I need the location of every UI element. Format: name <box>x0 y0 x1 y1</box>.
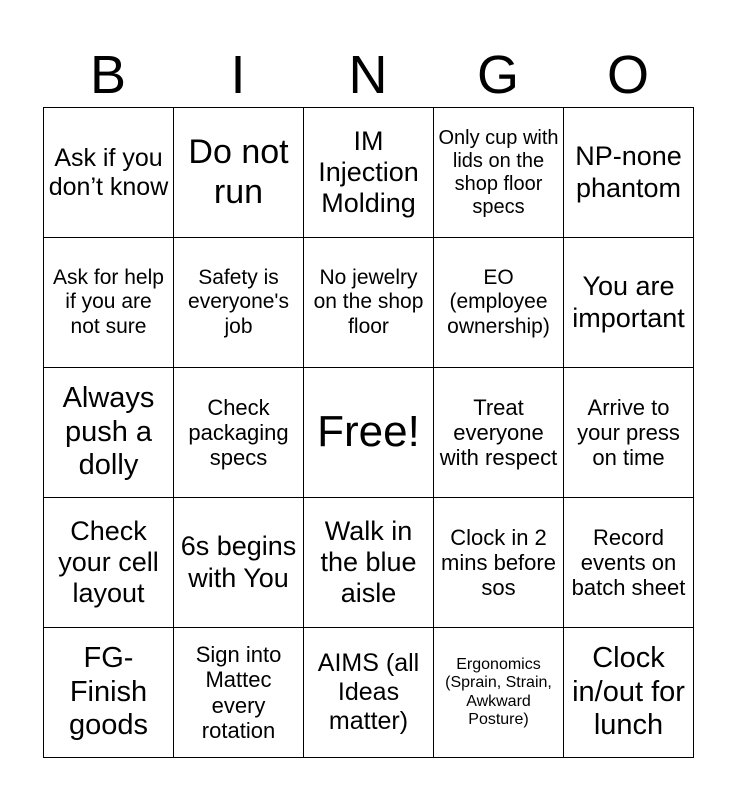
bingo-cell[interactable] <box>44 628 174 758</box>
header-letter-g: G <box>476 45 519 105</box>
cell-text: NP-none phantom <box>575 141 682 203</box>
bingo-cell[interactable] <box>434 108 564 238</box>
bingo-cell[interactable] <box>564 238 694 368</box>
cell-text: Treat everyone with respect <box>439 394 558 471</box>
cell-text: AIMS (all Ideas matter) <box>317 649 420 735</box>
bingo-cell[interactable] <box>564 368 694 498</box>
cell-text: EO (employee ownership) <box>447 266 550 338</box>
cell-text: Clock in/out for lunch <box>572 642 685 742</box>
cell-text: Arrive to your press on time <box>577 394 680 471</box>
bingo-cell[interactable] <box>564 108 694 238</box>
bingo-cell[interactable] <box>174 238 304 368</box>
header-letter-i: I <box>230 45 246 105</box>
bingo-cell[interactable] <box>44 108 174 238</box>
bingo-header <box>43 44 693 106</box>
bingo-grid <box>43 107 694 758</box>
header-letter-n: N <box>348 45 388 105</box>
cell-text: Safety is everyone's job <box>188 266 289 338</box>
bingo-cell[interactable] <box>174 628 304 758</box>
cell-text: Always push a dolly <box>62 382 155 482</box>
cell-text: You are important <box>572 271 685 333</box>
bingo-cell[interactable] <box>304 238 434 368</box>
cell-text: Walk in the blue aisle <box>320 515 417 609</box>
cell-text: Sign into Mattec every rotation <box>195 641 282 743</box>
cell-text: Ask for help if you are not sure <box>53 266 164 338</box>
bingo-cell[interactable] <box>174 108 304 238</box>
bingo-cell[interactable] <box>304 498 434 628</box>
bingo-cell[interactable] <box>434 238 564 368</box>
bingo-cell[interactable] <box>44 368 174 498</box>
free-space-text: Free! <box>317 407 420 457</box>
bingo-cell[interactable] <box>564 498 694 628</box>
free-space-cell[interactable] <box>304 368 434 498</box>
cell-text: Record events on batch sheet <box>571 524 686 601</box>
cell-text: No jewelry on the shop floor <box>313 266 424 338</box>
cell-text: Only cup with lids on the shop floor specs <box>438 126 559 218</box>
cell-text: Ergonomics (Sprain, Strain, Awkward Posture) <box>445 655 552 728</box>
cell-text: Check packaging specs <box>188 394 289 471</box>
cell-text: IM Injection Molding <box>318 125 419 219</box>
bingo-cell[interactable] <box>174 498 304 628</box>
bingo-cell[interactable] <box>564 628 694 758</box>
bingo-cell[interactable] <box>434 368 564 498</box>
bingo-cell[interactable] <box>304 628 434 758</box>
cell-text: Check your cell layout <box>58 515 159 609</box>
bingo-cell[interactable] <box>434 498 564 628</box>
cell-text: FG-Finish goods <box>68 642 148 742</box>
header-letter-o: O <box>606 45 649 105</box>
bingo-cell[interactable] <box>174 368 304 498</box>
cell-text: Ask if you don’t know <box>48 143 169 201</box>
bingo-cell[interactable] <box>44 498 174 628</box>
cell-text: Do not run <box>188 133 289 211</box>
cell-text: Clock in 2 mins before sos <box>441 524 556 601</box>
bingo-cell[interactable] <box>434 628 564 758</box>
bingo-cell[interactable] <box>44 238 174 368</box>
header-letter-b: B <box>89 45 127 105</box>
cell-text: 6s begins with You <box>180 531 297 593</box>
bingo-cell[interactable] <box>304 108 434 238</box>
